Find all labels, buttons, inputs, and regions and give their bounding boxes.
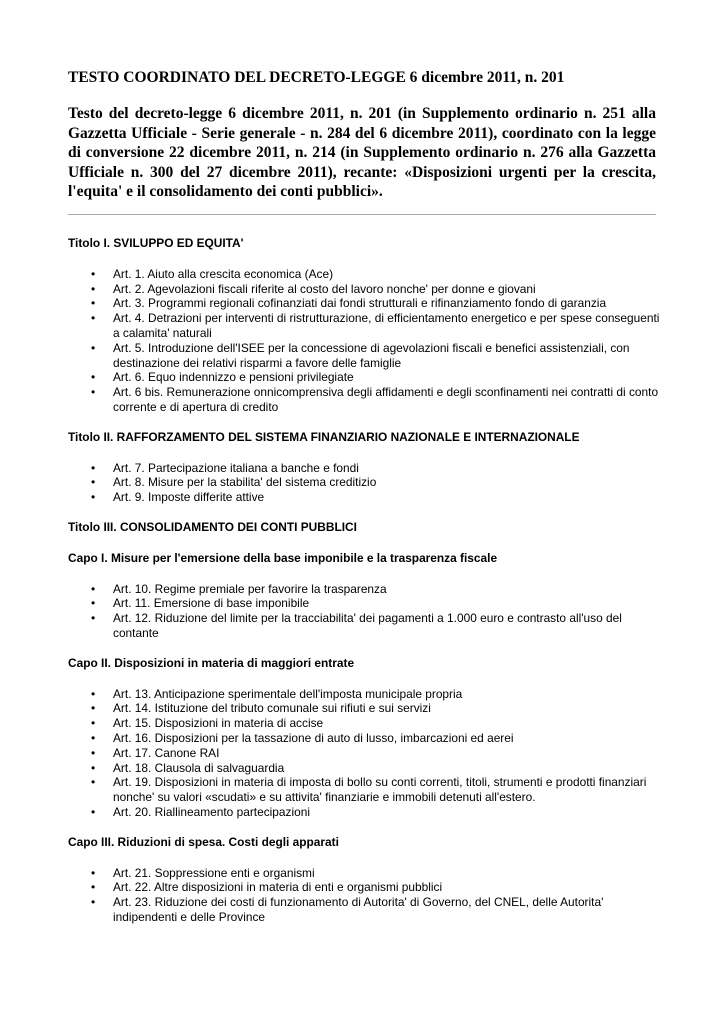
list-item [91,775,664,805]
article-text: Art. 5. Introduzione dell'ISEE per la concessione di agevolazioni fiscali e benefici assistenziali, con destinazione dei relativi risparmi a favore delle famiglie [113,340,630,370]
article-list [68,687,664,820]
bullet-icon: • [91,490,96,505]
article-text: Art. 10. Regime premiale per favorire la trasparenza [113,581,387,596]
list-item [91,611,664,641]
article-text: Art. 9. Imposte differite attive [113,490,265,505]
list-item [91,490,664,505]
bullet-icon: • [91,730,96,745]
bullet-icon: • [91,760,96,775]
article-text: Art. 17. Canone RAI [113,745,220,760]
bullet-icon: • [91,611,96,626]
list-item [91,296,664,311]
article-text: Art. 14. Istituzione del tributo comunale sui rifiuti e sui servizi [113,701,431,716]
list-item [91,266,664,282]
list-item [91,804,664,820]
article-text: Art. 15. Disposizioni in materia di accise [113,716,324,731]
list-item [91,370,664,385]
bullet-icon: • [91,281,96,296]
article-text: Art. 23. Riduzione dei costi di funzionamento di Autorita' di Governo, del CNEL, delle Autorita' indipendenti e delle Province [113,895,604,924]
article-text: Art. 19. Disposizioni in materia di imposta di bollo su conti correnti, titoli, strumenti e prodotti finanziari nonche' su valori «scudati» e su attivita' finanziarie e immobili detenuti all'estero. [113,775,647,805]
bullet-icon: • [91,716,96,731]
list-item [91,686,664,702]
list-item [91,581,664,597]
bullet-icon: • [91,311,96,326]
article-list [68,866,664,925]
bullet-icon: • [91,775,96,790]
article-list [68,267,664,415]
bullet-icon: • [91,686,96,701]
article-text: Art. 12. Riduzione del limite per la tracciabilita' dei pagamenti a 1.000 euro e contrasto all'uso del contante [113,611,622,640]
bullet-icon: • [91,701,96,716]
bullet-icon: • [91,266,96,281]
article-text: Art. 21. Soppressione enti e organismi [113,865,315,880]
article-text: Art. 7. Partecipazione italiana a banche e fondi [113,460,359,475]
article-text: Art. 6. Equo indennizzo e pensioni privilegiate [113,370,354,385]
section-heading: Capo II. Disposizioni in materia di maggiori entrate [68,655,355,670]
section-heading: Capo I. Misure per l'emersione della base imponibile e la trasparenza fiscale [68,550,498,565]
article-text: Art. 13. Anticipazione sperimentale dell'imposta municipale propria [113,686,463,701]
list-item [91,865,664,881]
bullet-icon: • [91,880,96,895]
document-title: TESTO COORDINATO DEL DECRETO-LEGGE 6 dicembre 2011, n. 201 [68,69,565,86]
bullet-icon: • [91,296,96,311]
article-text: Art. 11. Emersione di base imponibile [113,596,310,611]
list-item [91,596,664,611]
article-list [68,461,664,505]
list-item [91,340,664,371]
list-item [91,475,664,490]
list-item [91,716,664,731]
list-item [91,281,664,297]
article-text: Art. 2. Agevolazioni fiscali riferite al costo del lavoro nonche' per donne e giovani [113,281,536,296]
bullet-icon: • [91,596,96,611]
article-text: Art. 6 bis. Remunerazione onnicomprensiva degli affidamenti e degli sconfinamenti nei contratti di conto corrente e di apertura di credito [113,385,659,414]
bullet-icon: • [91,475,96,490]
horizontal-divider [68,214,656,215]
list-item [91,385,664,415]
section-heading: Titolo I. SVILUPPO ED EQUITA' [68,236,244,250]
list-item [91,460,664,476]
article-text: Art. 16. Disposizioni per la tassazione di auto di lusso, imbarcazioni ed aerei [113,730,514,745]
document-subtitle: Testo del decreto-legge 6 dicembre 2011, n. 201 (in Supplemento ordinario n. 251 alla Gazzetta Ufficiale - Serie generale - n. 284 del 6 dicembre 2011), coordinato con la legge di conversione 22 dicembre 2011, n. 214 (in Supplemento ordinario n. 276 alla Gazzetta Ufficiale n. 300 del 27 dicembre 2011), recante: «Disposizioni urgenti per la crescita, l'equita' e il consolidamento dei conti pubblici». [68,105,656,200]
list-item [91,880,664,895]
article-text: Art. 22. Altre disposizioni in materia di enti e organismi pubblici [113,880,443,895]
bullet-icon: • [91,745,96,760]
list-item [91,745,664,761]
list-item [91,895,664,925]
article-list [68,582,664,641]
list-item [91,701,664,716]
article-text: Art. 3. Programmi regionali cofinanziati dai fondi strutturali e rifinanziamento fondo di garanzia [113,296,607,311]
section-heading: Titolo III. CONSOLIDAMENTO DEI CONTI PUBBLICI [68,519,357,534]
bullet-icon: • [91,385,96,400]
bullet-icon: • [91,895,96,910]
bullet-icon: • [91,370,96,385]
article-text: Art. 1. Aiuto alla crescita economica (Ace) [113,266,334,281]
bullet-icon: • [91,340,96,355]
section-heading: Capo III. Riduzioni di spesa. Costi degli apparati [68,834,339,849]
article-text: Art. 4. Detrazioni per interventi di ristrutturazione, di efficientamento energetico e per spese conseguenti a calamita' naturali [113,311,660,340]
article-text: Art. 20. Riallineamento partecipazioni [113,804,310,819]
list-item [91,311,664,341]
bullet-icon: • [91,460,96,475]
article-text: Art. 8. Misure per la stabilita' del sistema creditizio [113,475,377,490]
bullet-icon: • [91,804,96,819]
table-of-contents [68,236,664,940]
bullet-icon: • [91,581,96,596]
list-item [91,730,664,746]
section-heading: Titolo II. RAFFORZAMENTO DEL SISTEMA FINANZIARIO NAZIONALE E INTERNAZIONALE [68,429,580,444]
article-text: Art. 18. Clausola di salvaguardia [113,760,285,775]
bullet-icon: • [91,865,96,880]
list-item [91,760,664,776]
